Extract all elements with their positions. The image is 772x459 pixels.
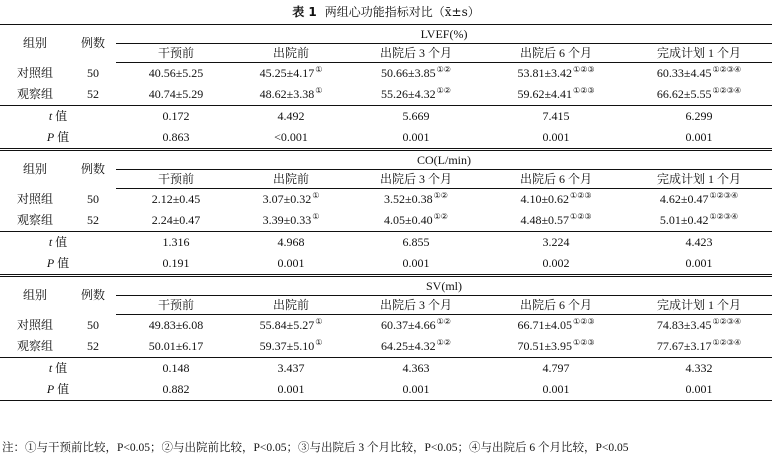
t-value-row — [0, 106, 772, 128]
p-value-cell-text: 0.882 — [162, 382, 190, 396]
p-value-cell-text: <0.001 — [274, 130, 308, 144]
metric-header — [116, 25, 772, 44]
value-cell — [236, 189, 346, 211]
p-value-cell — [236, 253, 346, 276]
value-cell — [236, 63, 346, 85]
p-value-cell — [116, 379, 236, 401]
timepoint-header-text: 出院后 3 个月 — [379, 298, 452, 312]
mean-sd-value: 66.71±4.05 — [517, 318, 573, 332]
value-cell — [116, 210, 236, 232]
value-cell — [626, 315, 772, 337]
mean-sd-value: 59.62±4.41 — [517, 87, 573, 101]
mean-sd-value: 50.66±3.85 — [381, 66, 436, 80]
count-cell — [70, 336, 116, 358]
t-value-cell-text: 0.148 — [162, 361, 190, 375]
value-cell — [626, 84, 772, 106]
value-cell — [626, 336, 772, 358]
t-label-cell — [0, 232, 116, 254]
mean-sd-value: 70.51±3.95 — [517, 339, 573, 353]
timepoint-header — [626, 44, 772, 63]
mean-sd-value: 2.24±0.47 — [151, 213, 201, 227]
t-value-cell-text: 3.224 — [542, 235, 570, 249]
metric-name: LVEF(%) — [420, 27, 468, 41]
significance-marker: ① — [312, 191, 320, 200]
mean-sd-value: 3.39±0.33 — [262, 213, 312, 227]
t-value-cell — [626, 106, 772, 128]
count-cell-text: 50 — [87, 317, 99, 332]
timepoint-header — [236, 170, 346, 189]
p-label-cell — [0, 253, 116, 276]
p-value-cell-text: 0.001 — [402, 256, 430, 270]
mean-sd-value: 74.83±3.45 — [656, 318, 712, 332]
mean-sd-value: 60.37±4.66 — [381, 318, 436, 332]
significance-marker: ①② — [436, 86, 451, 95]
significance-marker: ①② — [436, 65, 451, 74]
significance-marker: ①② — [433, 191, 448, 200]
t-value-cell — [486, 358, 626, 380]
t-value-cell — [116, 106, 236, 128]
mean-sd-value: 48.62±3.38 — [259, 87, 315, 101]
group-cell — [0, 315, 70, 337]
p-value-cell-text: 0.863 — [162, 130, 190, 144]
count-cell — [70, 315, 116, 337]
group-cell-text: 观察组 — [16, 87, 53, 101]
cardiac-function-table — [0, 24, 772, 401]
p-value-cell — [486, 253, 626, 276]
p-value-cell — [346, 253, 486, 276]
value-cell — [486, 84, 626, 106]
mean-sd-value: 4.62±0.47 — [659, 192, 709, 206]
t-value-cell-text: 7.415 — [542, 109, 570, 123]
t-label: t 值 — [48, 361, 68, 375]
metric-header — [116, 276, 772, 296]
count-cell — [70, 63, 116, 85]
group-cell-text: 对照组 — [16, 317, 53, 332]
value-cell — [486, 210, 626, 232]
timepoint-header-text: 出院前 — [272, 298, 309, 312]
count-cell — [70, 84, 116, 106]
significance-marker: ①②③④ — [709, 191, 739, 200]
value-cell — [346, 63, 486, 85]
table-footnote: 注：①与干预前比较，P<0.05；②与出院前比较，P<0.05；③与出院后 3 个月比较，P<0.05；④与出院后 6 个月比较，P<0.05 — [2, 442, 629, 454]
mean-sd-value: 4.10±0.62 — [520, 192, 570, 206]
count-cell — [70, 189, 116, 211]
significance-marker: ① — [315, 338, 323, 347]
mean-sd-value: 3.52±0.38 — [384, 192, 433, 206]
timepoint-header-text: 干预前 — [157, 46, 194, 60]
count-cell-text: 52 — [87, 87, 99, 101]
significance-marker: ①②③ — [570, 191, 592, 200]
significance-marker: ① — [315, 317, 323, 326]
count-cell-text: 52 — [87, 339, 99, 353]
significance-marker: ①②③④ — [712, 317, 742, 326]
p-value-cell — [346, 127, 486, 150]
timepoint-header-text: 完成计划 1 个月 — [657, 298, 742, 312]
t-value-cell — [626, 232, 772, 254]
group-column-header — [0, 150, 70, 189]
metric-name: CO(L/min) — [417, 153, 471, 167]
mean-sd-value: 55.26±4.32 — [381, 87, 436, 101]
table-body — [0, 25, 772, 401]
significance-marker: ① — [315, 86, 323, 95]
mean-sd-value: 64.25±4.32 — [381, 339, 436, 353]
t-value-cell-text: 6.299 — [685, 109, 713, 123]
mean-sd-value: 40.74±5.29 — [148, 87, 204, 101]
t-value-cell-text: 3.437 — [277, 361, 305, 375]
significance-marker: ①②③ — [573, 65, 595, 74]
t-value-row — [0, 358, 772, 380]
table-caption — [0, 4, 772, 20]
section-header-row — [0, 25, 772, 44]
metric-name: SV(ml) — [426, 279, 462, 293]
t-value-cell-text: 4.968 — [277, 235, 305, 249]
timepoint-header — [486, 44, 626, 63]
value-cell — [346, 189, 486, 211]
t-value-cell — [236, 106, 346, 128]
count-column-header — [70, 150, 116, 189]
significance-marker: ①②③ — [570, 212, 592, 221]
group-cell-text: 对照组 — [16, 191, 53, 206]
timepoint-header-text: 出院后 6 个月 — [519, 298, 592, 312]
p-value-cell-text: 0.191 — [162, 256, 190, 270]
value-cell — [626, 63, 772, 85]
table-title: 两组心功能指标对比（x̄±s） — [324, 5, 480, 19]
significance-marker: ①②③④ — [712, 338, 742, 347]
table-row — [0, 336, 772, 358]
table-container — [0, 24, 772, 401]
timepoint-header-text: 完成计划 1 个月 — [657, 172, 742, 186]
t-value-row — [0, 232, 772, 254]
count-cell-text: 50 — [87, 65, 99, 80]
timepoint-header-text: 出院后 6 个月 — [519, 46, 592, 60]
timepoint-header-text: 出院前 — [272, 172, 309, 186]
p-value-cell-text: 0.001 — [685, 382, 713, 396]
value-cell — [346, 336, 486, 358]
significance-marker: ①②③ — [573, 86, 595, 95]
group-header-text: 组别 — [22, 36, 47, 51]
group-cell-text: 对照组 — [16, 65, 53, 80]
t-value-cell-text: 4.492 — [277, 109, 305, 123]
timepoint-header-text: 出院后 3 个月 — [379, 46, 452, 60]
mean-sd-value: 55.84±5.27 — [259, 318, 315, 332]
value-cell — [486, 189, 626, 211]
count-header-text: 例数 — [80, 288, 105, 303]
count-column-header — [70, 276, 116, 315]
table-number: 表 1 — [292, 5, 317, 19]
p-value-row — [0, 127, 772, 150]
significance-marker: ① — [312, 212, 320, 221]
t-value-cell — [346, 358, 486, 380]
t-value-cell — [116, 358, 236, 380]
table-row — [0, 210, 772, 232]
p-label-cell — [0, 379, 116, 401]
t-value-cell — [486, 232, 626, 254]
mean-sd-value: 60.33±4.45 — [656, 66, 712, 80]
value-cell — [626, 210, 772, 232]
significance-marker: ①② — [436, 317, 451, 326]
count-column-header — [70, 25, 116, 63]
significance-marker: ①②③④ — [712, 86, 742, 95]
t-value-cell — [626, 358, 772, 380]
value-cell — [236, 336, 346, 358]
table-row — [0, 315, 772, 337]
p-value-cell — [486, 127, 626, 150]
mean-sd-value: 2.12±0.45 — [151, 192, 201, 206]
timepoint-header — [486, 296, 626, 315]
count-cell — [70, 210, 116, 232]
mean-sd-value: 3.07±0.32 — [262, 192, 312, 206]
t-value-cell — [236, 232, 346, 254]
mean-sd-value: 5.01±0.42 — [659, 213, 709, 227]
value-cell — [116, 84, 236, 106]
t-label: t 值 — [48, 235, 68, 249]
mean-sd-value: 4.05±0.40 — [384, 213, 433, 227]
table-row — [0, 189, 772, 211]
timepoint-header-row — [0, 44, 772, 63]
significance-marker: ① — [315, 65, 323, 74]
count-header-text: 例数 — [80, 36, 105, 51]
value-cell — [116, 189, 236, 211]
table-row — [0, 63, 772, 85]
p-value-cell — [626, 127, 772, 150]
timepoint-header — [116, 296, 236, 315]
group-cell-text: 观察组 — [16, 339, 53, 353]
t-value-cell-text: 4.423 — [685, 235, 713, 249]
value-cell — [346, 84, 486, 106]
timepoint-header — [236, 44, 346, 63]
group-cell — [0, 84, 70, 106]
value-cell — [486, 63, 626, 85]
group-cell — [0, 210, 70, 232]
mean-sd-value: 59.37±5.10 — [259, 339, 315, 353]
group-cell-text: 观察组 — [16, 213, 53, 227]
count-header-text: 例数 — [80, 162, 105, 177]
mean-sd-value: 45.25±4.17 — [259, 66, 315, 80]
count-cell-text: 50 — [87, 191, 99, 206]
p-value-cell — [116, 127, 236, 150]
group-cell — [0, 336, 70, 358]
section-header-row — [0, 150, 772, 170]
value-cell — [486, 315, 626, 337]
significance-marker: ①②③ — [573, 338, 595, 347]
t-value-cell-text: 5.669 — [402, 109, 430, 123]
t-value-cell — [346, 106, 486, 128]
p-value-cell-text: 0.001 — [402, 382, 430, 396]
timepoint-header — [486, 170, 626, 189]
group-column-header — [0, 276, 70, 315]
significance-marker: ①② — [433, 212, 448, 221]
p-value-cell — [236, 127, 346, 150]
p-value-cell-text: 0.002 — [542, 256, 570, 270]
value-cell — [346, 210, 486, 232]
timepoint-header — [116, 44, 236, 63]
t-label: t 值 — [48, 109, 68, 123]
value-cell — [116, 336, 236, 358]
timepoint-header — [346, 44, 486, 63]
group-header-text: 组别 — [22, 288, 47, 303]
group-cell — [0, 63, 70, 85]
timepoint-header-text: 完成计划 1 个月 — [657, 46, 742, 60]
t-label-cell — [0, 358, 116, 380]
significance-marker: ①② — [436, 338, 451, 347]
t-value-cell-text: 1.316 — [162, 235, 190, 249]
p-value-cell-text: 0.001 — [542, 130, 570, 144]
p-value-row — [0, 253, 772, 276]
p-value-cell-text: 0.001 — [685, 130, 713, 144]
mean-sd-value: 49.83±6.08 — [148, 318, 204, 332]
mean-sd-value: 40.56±5.25 — [148, 66, 204, 80]
significance-marker: ①②③④ — [712, 65, 742, 74]
p-value-cell — [626, 253, 772, 276]
p-value-cell-text: 0.001 — [277, 382, 305, 396]
timepoint-header-row — [0, 296, 772, 315]
mean-sd-value: 53.81±3.42 — [517, 66, 573, 80]
timepoint-header-row — [0, 170, 772, 189]
value-cell — [346, 315, 486, 337]
value-cell — [236, 210, 346, 232]
p-value-cell-text: 0.001 — [542, 382, 570, 396]
timepoint-header-text: 出院后 6 个月 — [519, 172, 592, 186]
p-value-cell-text: 0.001 — [277, 256, 305, 270]
group-column-header — [0, 25, 70, 63]
significance-marker: ①②③ — [573, 317, 595, 326]
timepoint-header-text: 出院前 — [272, 46, 309, 60]
t-value-cell-text: 4.797 — [542, 361, 570, 375]
t-value-cell — [236, 358, 346, 380]
value-cell — [236, 84, 346, 106]
timepoint-header — [346, 170, 486, 189]
timepoint-header — [346, 296, 486, 315]
value-cell — [116, 315, 236, 337]
p-value-cell — [116, 253, 236, 276]
timepoint-header — [236, 296, 346, 315]
p-value-cell-text: 0.001 — [685, 256, 713, 270]
section-header-row — [0, 276, 772, 296]
p-label: P 值 — [46, 382, 70, 396]
p-label-cell — [0, 127, 116, 150]
timepoint-header-text: 出院后 3 个月 — [379, 172, 452, 186]
mean-sd-value: 66.62±5.55 — [656, 87, 712, 101]
p-value-cell — [626, 379, 772, 401]
value-cell — [626, 189, 772, 211]
mean-sd-value: 50.01±6.17 — [148, 339, 204, 353]
value-cell — [236, 315, 346, 337]
mean-sd-value: 77.67±3.17 — [656, 339, 712, 353]
t-label-cell — [0, 106, 116, 128]
metric-header — [116, 150, 772, 170]
p-value-cell — [236, 379, 346, 401]
t-value-cell — [346, 232, 486, 254]
count-cell-text: 52 — [87, 213, 99, 227]
timepoint-header — [116, 170, 236, 189]
t-value-cell — [116, 232, 236, 254]
timepoint-header-text: 干预前 — [157, 172, 194, 186]
group-cell — [0, 189, 70, 211]
timepoint-header-text: 干预前 — [157, 298, 194, 312]
mean-sd-value: 4.48±0.57 — [520, 213, 570, 227]
value-cell — [486, 336, 626, 358]
p-label: P 值 — [46, 130, 70, 144]
timepoint-header — [626, 296, 772, 315]
p-value-cell-text: 0.001 — [402, 130, 430, 144]
p-value-cell — [346, 379, 486, 401]
p-value-row — [0, 379, 772, 401]
t-value-cell-text: 6.855 — [402, 235, 430, 249]
t-value-cell-text: 0.172 — [162, 109, 190, 123]
significance-marker: ①②③④ — [709, 212, 739, 221]
t-value-cell-text: 4.332 — [685, 361, 713, 375]
group-header-text: 组别 — [22, 162, 47, 177]
t-value-cell-text: 4.363 — [402, 361, 430, 375]
t-value-cell — [486, 106, 626, 128]
p-value-cell — [486, 379, 626, 401]
p-label: P 值 — [46, 256, 70, 270]
timepoint-header — [626, 170, 772, 189]
table-row — [0, 84, 772, 106]
value-cell — [116, 63, 236, 85]
